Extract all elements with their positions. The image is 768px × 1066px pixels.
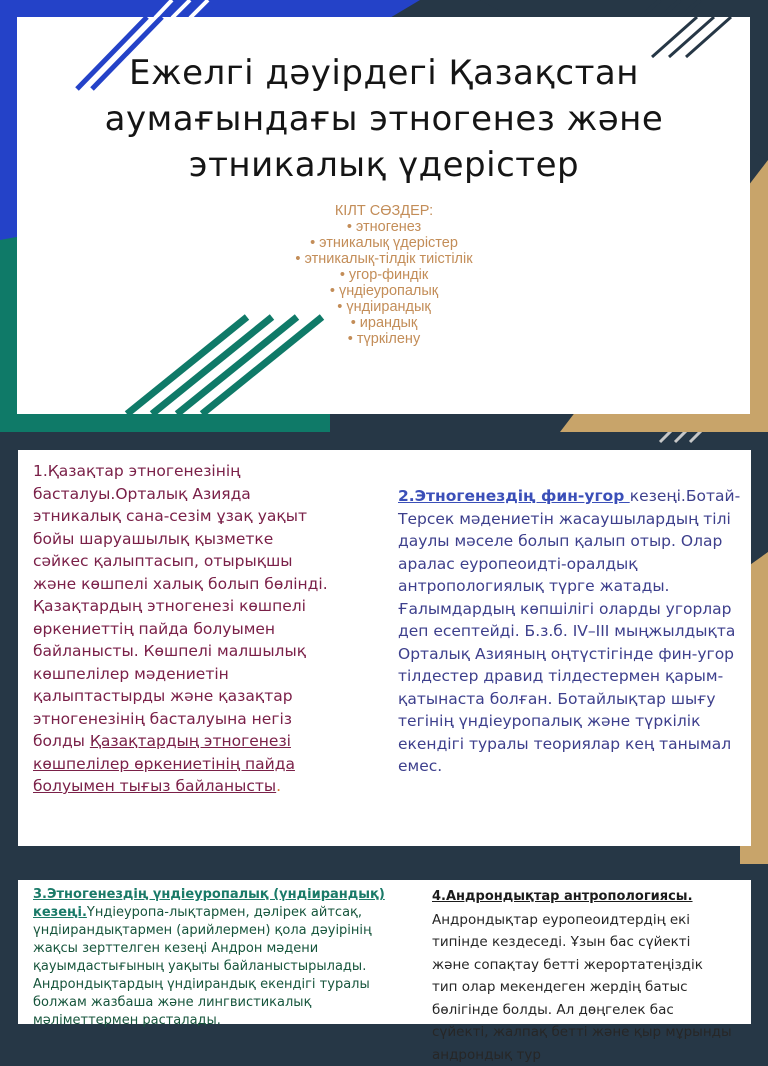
slide-title: Ежелгі дәуірдегі Қазақстан аумағындағы этногенез және этникалық үдерістер (104, 53, 664, 185)
finno-ugric-stage-text: 2.Этногенездің фин-угор кезеңі.Ботай-Терсек мәдениетін жасаушылардың тілі даулы мәселе болып қалып отыр. Олар аралас еуропеоидті-оралдық антропологиялық түрге жатады. Ғалымдардың көпшілігі оларды угорлар деп есептейді. Б.з.б. IV–III мыңжылдықта Орталық Азияның оңтүстігінде фин-угор тілдестер дравид тілдестермен қарым-қатынаста болған. Ботайлықтар шығу тегінің үндіеуропалық және түркілік екендігі туралы теориялар кең танымал емес. (398, 487, 741, 775)
keyword-item: • этногенез (346, 219, 422, 235)
andronovo-anthropology-text: 4.Андрондықтар антропологиясы. Андрондықтар еуропеоидтердің екі типінде кездеседі. Ұзын бас сүйекті және сопақтау бетті жерортатеңіздік тип олар мекендеген жердің батыс бөлігінде болды. Ал дөңгелек бас сүйекті, жалпақ беттi және қыр мұрынды андрондық тур (432, 886, 732, 1066)
indo-european-heading: 3.Этногенездің үндіеуропалық (үндіирандық) кезеңі. (33, 887, 385, 920)
finno-ugric-heading: 2.Этногенездің фин-угор (398, 487, 630, 505)
slide-1 (0, 0, 768, 432)
keyword-item: • ирандық (350, 315, 418, 331)
keywords-heading: КІЛТ СӨЗДЕР: (334, 203, 434, 219)
keyword-item: • үндіеуропалық (329, 283, 439, 299)
keyword-item: • үндіирандық (337, 299, 431, 315)
keyword-item: • угор-финдік (339, 267, 429, 283)
keywords-block (200, 203, 568, 347)
indo-european-stage-text: 3.Этногенездің үндіеуропалық (үндіирандық) кезеңі.Үндіеуропа-лықтармен, дәлірек айтсақ, үндіирандықтармен (арийлермен) қола дәуірінің жақсы зерттелген кезеңі Андрон мәдени қауымдастығының уақыты байланыстырылады. Андрондықтардың үндіирандық екендігі туралы болжам жазбаша және лингвистикалық мәліметтермен расталады. (33, 887, 385, 1028)
underlined-conclusion: Қазақтардың этногенезі көшпелілер өркениетінің пайда болуымен тығыз байланысты (33, 732, 295, 795)
keyword-item: • этникалық үдерістер (310, 235, 458, 251)
keyword-item: • этникалық-тілдік тиістілік (295, 251, 473, 267)
keyword-item: • түркілену (347, 331, 421, 347)
andronovo-heading: 4.Андрондықтар антропологиясы. (432, 889, 693, 904)
ethnogenesis-start-text: 1.Қазақтар этногенезінің басталуы.Орталық Азияда этникалық сана-сезім ұзақ уақыт бойы шаруашылық қызметке сәйкес қалыптасып, отырықшы және көшпелі халық болып бөлінді. Қазақтардың этногенезі көшпелі өркениеттің пайда болуымен байланысты. Көшпелі малшылық көшпелілер мәдениетін қалыптастырды және қазақтар этногенезінің басталуына негіз болды Қазақтардың этногенезі көшпелілер өркениетінің пайда болуымен тығыз байланысты. (33, 462, 328, 795)
